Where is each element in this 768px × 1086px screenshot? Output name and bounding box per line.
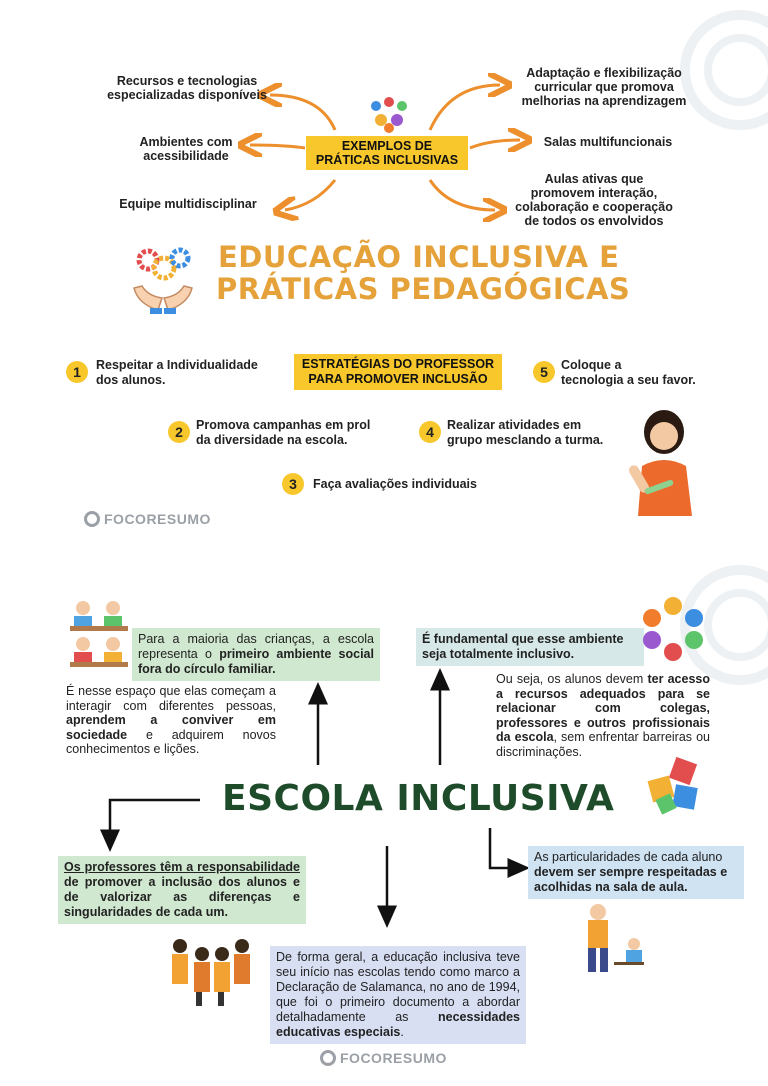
strategies-label: ESTRATÉGIAS DO PROFESSOR PARA PROMOVER INCLUSÃO <box>294 354 502 390</box>
hands-gears-icon <box>128 238 198 318</box>
social-interaction-paragraph <box>66 684 276 757</box>
example-item: Equipe multidisciplinar <box>119 197 257 211</box>
text-run: As particularidades de cada aluno <box>534 850 723 864</box>
text-run: e adquirem novos conhecimentos e lições. <box>66 727 276 756</box>
logo-circle-icon <box>84 511 100 527</box>
text-run-bold: primeiro ambiente social fora do círculo familiar. <box>138 647 374 676</box>
step-number: 1 <box>66 361 88 383</box>
step-number: 5 <box>533 361 555 383</box>
text-run-bold: devem ser sempre respeitadas e acolhidas na sala de aula. <box>534 865 728 894</box>
text-run: , sem enfrentar barreiras ou discriminações. <box>496 730 710 759</box>
text-run-underlined: Os professores têm a responsabilidade <box>64 860 300 874</box>
group-of-children-illustration <box>166 932 256 1008</box>
example-item: Adaptação e flexibilização curricular que promova melhorias na aprendizagem <box>521 66 687 108</box>
step-text: Realizar atividades em grupo mesclando a turma. <box>447 418 604 447</box>
page-title-line1: EDUCAÇÃO INCLUSIVA E <box>218 240 620 274</box>
text-run: de promover a inclusão dos alunos e de valorizar as diferenças e singularidades de cada um. <box>64 875 300 919</box>
text-run: Ou seja, os alunos devem <box>496 672 648 686</box>
text-run-bold: ter acesso a recursos adequados para se relacionar com colegas, professores e outros profissionais da escola <box>496 672 710 744</box>
example-item: Recursos e tecnologias especializadas disponíveis <box>107 74 267 102</box>
logo-circle-icon <box>320 1050 336 1066</box>
example-item: Salas multifuncionais <box>543 135 673 149</box>
text-run: De forma geral, a educação inclusiva teve seu início nas escolas tendo como marco a Declaração de Salamanca, no ano de 1994, que foi o primeiro documento a abordar detalhadamente as <box>276 950 520 1024</box>
first-environment-box <box>132 628 380 681</box>
particularities-box <box>528 846 744 899</box>
text-run: Para a maioria das crianças, a escola representa o <box>138 632 374 661</box>
step-number: 2 <box>168 421 190 443</box>
colorful-hands-illustration <box>366 96 412 136</box>
text-run: É nesse espaço que elas começam a interagir com diferentes pessoas, <box>66 684 276 713</box>
example-item: Aulas ativas que promovem interação, colaboração e cooperação de todos os envolvidos <box>515 172 673 228</box>
step-text: Coloque a tecnologia a seu favor. <box>561 358 696 387</box>
step-number: 4 <box>419 421 441 443</box>
example-item: Ambientes com acessibilidade <box>139 135 233 163</box>
teacher-pointing-illustration <box>578 900 648 976</box>
history-box <box>270 946 526 1044</box>
text-run: . <box>400 1025 404 1039</box>
page-title-line2: PRÁTICAS PEDAGÓGICAS <box>216 272 631 306</box>
step-text: Faça avaliações individuais <box>313 477 477 491</box>
step-text: Respeitar a Individualidade dos alunos. <box>96 358 258 387</box>
step-text: Promova campanhas em prol da diversidade na escola. <box>196 418 371 447</box>
step-number: 3 <box>282 473 304 495</box>
inclusive-environment-box: É fundamental que esse ambiente seja totalmente inclusivo. <box>416 628 644 666</box>
text-run-bold: aprendem a conviver em sociedade <box>66 713 276 742</box>
focoresumo-logo-footer: FOCORESUMO <box>320 1050 447 1066</box>
escola-inclusiva-title: ESCOLA INCLUSIVA <box>222 778 615 819</box>
teachers-responsibility-box <box>58 856 306 924</box>
resources-paragraph <box>496 672 710 759</box>
classroom-kids-illustration <box>68 594 130 676</box>
practices-center-label: EXEMPLOS DE PRÁTICAS INCLUSIVAS <box>306 136 468 170</box>
text-run-bold: necessidades educativas especiais <box>276 1010 520 1039</box>
diverse-children-circle-illustration <box>638 594 708 664</box>
teacher-illustration <box>604 404 704 519</box>
puzzle-pieces-icon <box>644 756 706 818</box>
focoresumo-logo: FOCORESUMO <box>84 511 211 527</box>
